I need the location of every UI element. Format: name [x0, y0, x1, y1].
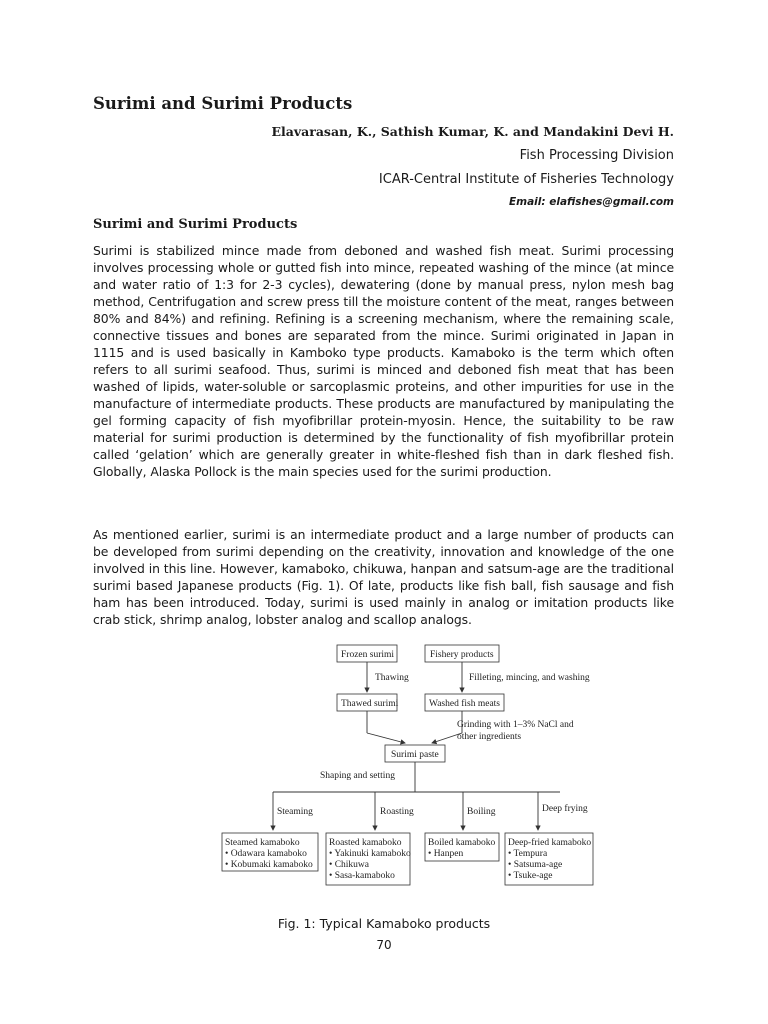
figure-caption: Fig. 1: Typical Kamaboko products — [277, 916, 491, 931]
roasted-title: Roasted kamaboko — [329, 838, 402, 848]
steaming-label: Steaming — [277, 807, 313, 817]
fried-title: Deep-fried kamaboko — [508, 838, 592, 848]
kamaboko-flow-diagram — [220, 640, 620, 900]
paragraph-2: As mentioned earlier, surimi is an intermediate product and a large number of products can be developed from surimi depending on the creativity, innovation and knowledge of the one involved in this line. However, kamaboko, chikuwa, hanpan and satsum-age are the traditional surimi based Japanese products (Fig. 1). Of late, products like fish ball, fish sausage and fish ham has been introduced. Today, surimi is used mainly in analog or imitation products like crab stick, shrimp analog, lobster analog and scallop analogs. — [93, 527, 674, 627]
deep-frying-label: Deep frying — [542, 804, 588, 814]
shaping-label: Shaping and setting — [320, 771, 395, 781]
grinding-label-1: Grinding with 1–3% NaCl and — [457, 720, 574, 730]
page-number: 70 — [376, 938, 392, 952]
fried-item: • Tsuke-age — [508, 871, 553, 881]
email-line: Email: elafishes@gmail.com — [508, 196, 674, 208]
filleting-label: Filleting, mincing, and washing — [469, 673, 590, 683]
boiled-title: Boiled kamaboko — [428, 838, 496, 848]
document-title: Surimi and Surimi Products — [93, 94, 353, 113]
surimi-paste-label: Surimi paste — [391, 750, 439, 760]
steamed-item: • Kobumaki kamaboko — [225, 860, 313, 870]
fried-item: • Satsuma-age — [508, 860, 563, 870]
roasted-item: • Sasa-kamaboko — [329, 871, 395, 881]
section-heading: Surimi and Surimi Products — [93, 217, 298, 232]
fishery-products-label: Fishery products — [430, 650, 494, 660]
washed-fish-meats-label: Washed fish meats — [429, 699, 500, 709]
author-line: Elavarasan, K., Sathish Kumar, K. and Mandakini Devi H. — [271, 124, 674, 139]
grinding-label-2: other ingredients — [457, 732, 522, 742]
frozen-surimi-label: Frozen surimi — [341, 650, 395, 660]
boiling-label: Boiling — [467, 807, 496, 817]
division-line: Fish Processing Division — [519, 148, 674, 163]
thawing-label: Thawing — [375, 673, 409, 683]
flow-diagram-svg — [220, 640, 620, 900]
thawed-surimi-label: Thawed surimi — [341, 699, 399, 709]
fried-item: • Tempura — [508, 849, 548, 859]
roasted-item: • Yakinuki kamaboko — [329, 849, 411, 859]
steamed-item: • Odawara kamaboko — [225, 849, 307, 859]
boiled-item: • Hanpen — [428, 849, 464, 859]
roasted-item: • Chikuwa — [329, 860, 370, 870]
steamed-title: Steamed kamaboko — [225, 838, 300, 848]
paragraph-1: Surimi is stabilized mince made from deboned and washed fish meat. Surimi processing involves processing whole or gutted fish into mince, repeated washing of the mince (at mince and water ratio of 1:3 for 2-3 cycles), dewatering (done by manual press, nylon mesh bag method, Centrifugation and screw press till the moisture content of the meat, ranges between 80% and 84%) and refining. Refining is a screening mechanism, where the remaining scale, connective tissues and bones are separated from the mince. Surimi originated in Japan in 1115 and is used basically in Kamboko type products. Kamaboko is the term which often refers to all surimi seafood. Thus, surimi is minced and deboned fish meat that has been washed of lipids, water-soluble or sarcoplasmic proteins, and other impurities for use in the manufacture of intermediate products. These products are manufactured by manipulating the gel forming capacity of fish myofibrillar protein-myosin. Hence, the suitability to be raw material for surimi production is determined by the functionality of fish myofibrillar protein called ‘gelation’ which are generally greater in white-fleshed fish than in dark fleshed fish. Globally, Alaska Pollock is the main species used for the surimi production. — [93, 243, 674, 479]
institute-line: ICAR-Central Institute of Fisheries Technology — [378, 172, 674, 187]
roasting-label: Roasting — [380, 807, 414, 817]
thawed-to-paste-arrow — [367, 733, 405, 743]
